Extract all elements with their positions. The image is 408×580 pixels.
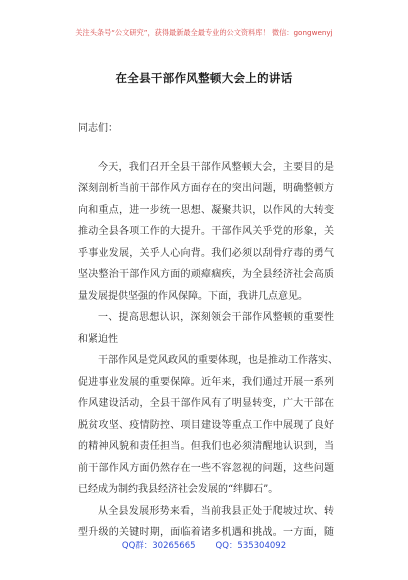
body-line-5: 乎事业发展，关乎人心向背。我们必须以刮骨疗毒的勇气 — [78, 247, 334, 259]
body-line-13: 脱贫攻坚、疫情防控、项目建设等重点工作中展现了良好 — [78, 419, 334, 431]
greeting-line: 同志们： — [78, 123, 118, 134]
body-line-18: 型升级的关键时期，面临着诸多机遇和挑战。一方面，随 — [78, 527, 334, 538]
body-line-15: 前干部作风方面仍然存在一些不容忽视的问题，这些问题 — [78, 462, 334, 474]
body-line-4: 推动全县各项工作的大提升。干部作风关乎党的形象，关 — [78, 226, 334, 237]
section-heading-line-2: 和紧迫性 — [78, 333, 118, 345]
body-line-10: 干部作风是党风政风的重要体现，也是推动工作落实、 — [98, 355, 338, 366]
body-line-16: 已经成为制约我县经济社会发展的“绊脚石”。 — [78, 484, 279, 495]
document-body — [78, 118, 338, 544]
body-line-3: 向和重点，进一步统一思想、凝聚共识，以作风的大转变 — [78, 204, 334, 216]
footer-contact — [0, 539, 408, 551]
body-line-11: 促进事业发展的重要保障。近年来，我们通过开展一系列 — [78, 376, 334, 388]
body-line-17: 从全县发展形势来看，当前我县正处于爬坡过坎、转 — [98, 505, 334, 517]
body-line-2: 深刻剖析当前干部作风方面存在的突出问题，明确整顿方 — [78, 183, 334, 194]
document-title: 在全县干部作风整顿大会上的讲话 — [115, 71, 293, 85]
footer-qq-group: QQ群：30265665 — [121, 541, 196, 551]
body-line-6: 坚决整治干部作风方面的顽瘴痼疾，为全县经济社会高质 — [78, 269, 334, 280]
body-line-7: 量发展提供坚强的作风保障。下面，我讲几点意见。 — [78, 290, 308, 302]
body-line-14: 的精神风貌和责任担当。但我们也必须清醒地认识到，当 — [78, 441, 334, 452]
section-heading-line-1: 一、提高思想认识，深刻领会干部作风整顿的重要性 — [98, 312, 334, 323]
footer-qq-number: QQ：535304092 — [215, 541, 287, 551]
body-line-12: 作风建设活动，全县干部作风有了明显转变，广大干部在 — [78, 398, 334, 409]
body-line-1: 今天，我们召开全县干部作风整顿大会，主要目的是 — [98, 161, 334, 173]
header-promo-note: 关注头条号“公文研究”，获得最新最全最专业的公文资料库！ 微信：gongwenyj — [75, 28, 333, 37]
